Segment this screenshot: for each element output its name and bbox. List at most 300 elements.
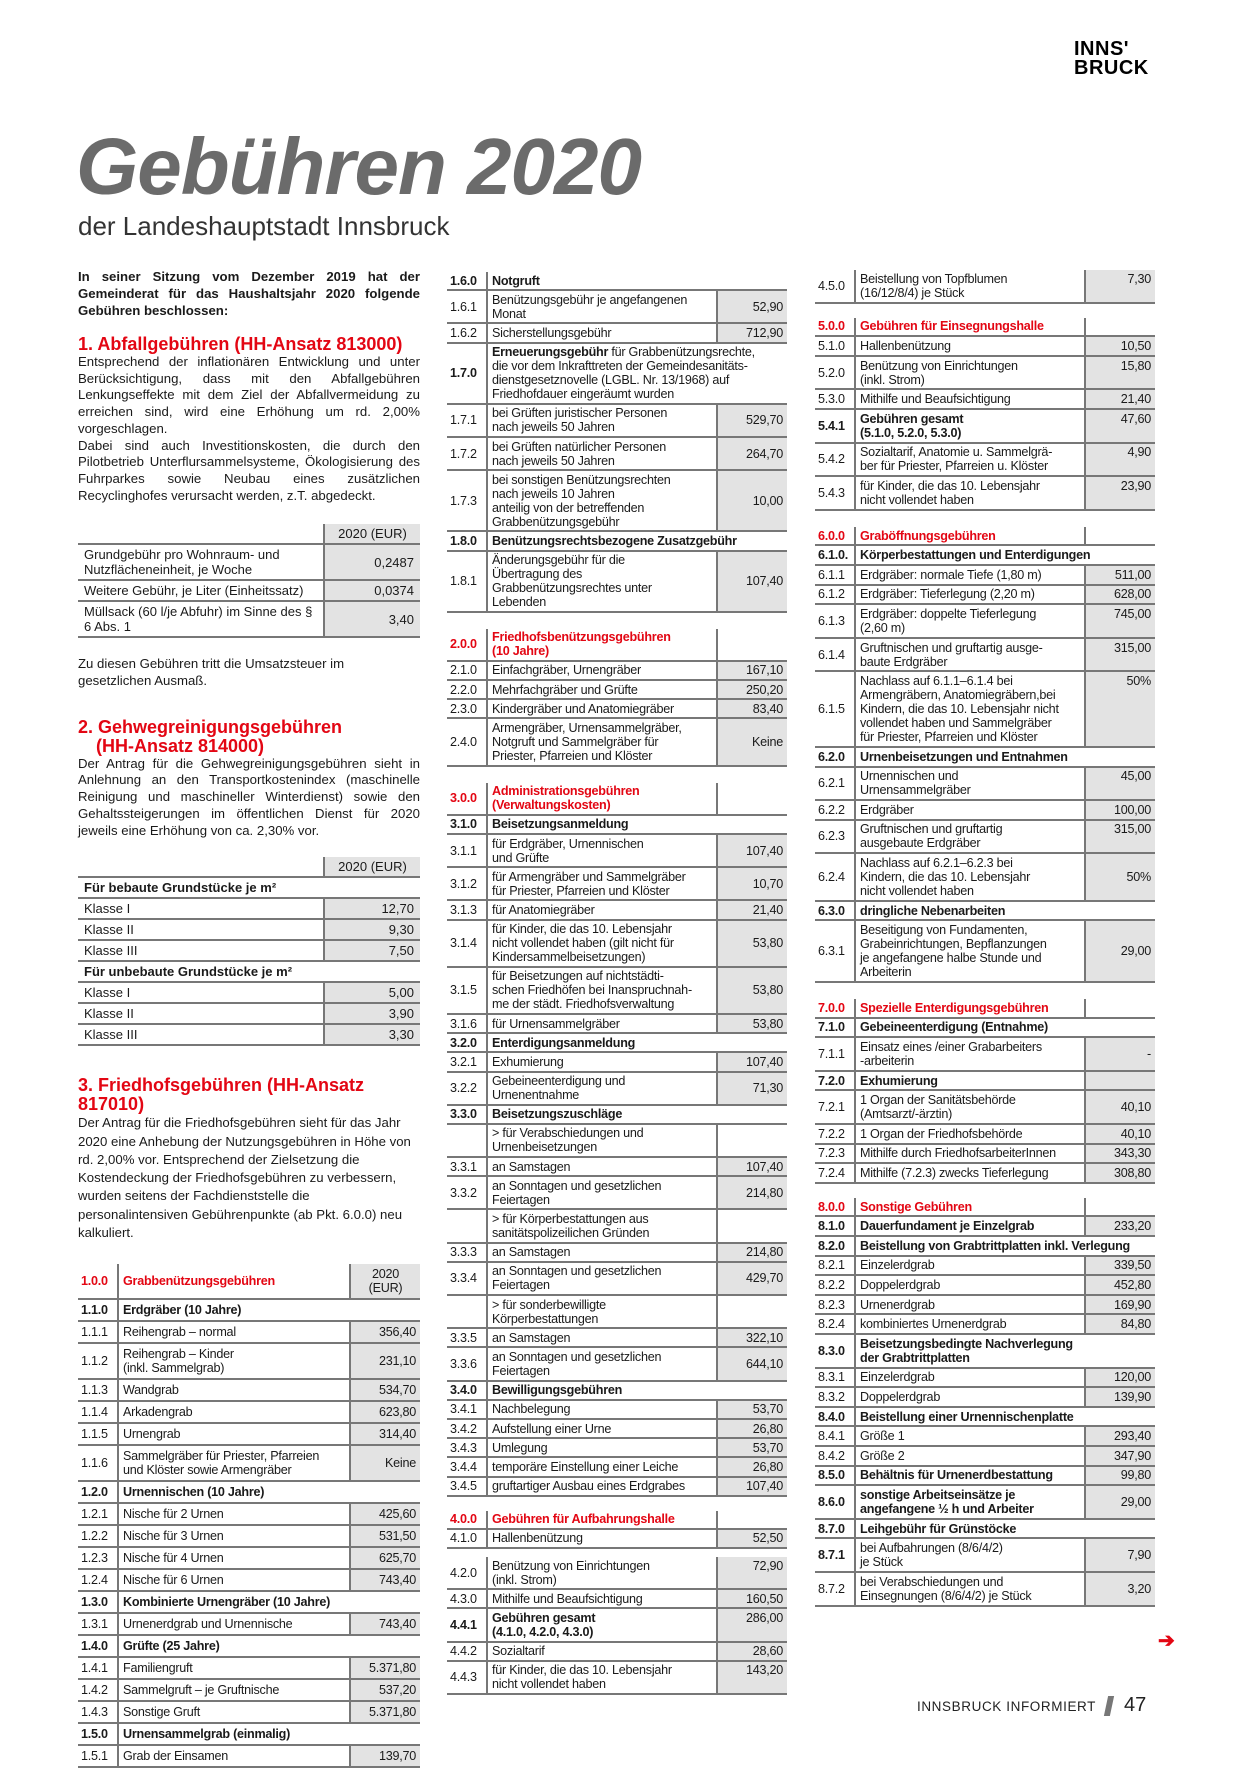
- item-description: Grüfte (25 Jahre): [118, 1635, 420, 1657]
- item-description: Hallenbenützung: [487, 1529, 717, 1548]
- item-description: Reihengrab – Kinder (inkl. Sammelgrab): [118, 1343, 350, 1379]
- logo-line2: BRUCK: [1074, 57, 1149, 79]
- footer-publication: INNSBRUCK INFORMIERT: [916, 1699, 1096, 1714]
- item-description: an Sonntagen und gesetzlichen Feiertagen: [487, 1347, 717, 1380]
- table-row: [447, 867, 787, 900]
- item-description: 1 Organ der Sanitätsbehörde (Amtsarzt/-ärztin): [855, 1090, 1085, 1124]
- item-value: 425,60: [350, 1503, 420, 1525]
- item-number: 6.1.1: [815, 565, 855, 585]
- item-description: Benützungsgebühr je angefangenen Monat: [487, 290, 717, 323]
- section-3-body: Der Antrag für die Friedhofsgebühren sieht für das Jahr 2020 eine Anhebung der Nutzungsgebühren in Höhe von rd. 2,00% vor. Entsprechend der Zielsetzung die Kostendeckung der Friedhofsgebühren zu verbessern, wurden seitens der Fachdienststelle die personalintensiven Gebührenpunkte (ab Pkt. 6.0.0) neu kalkuliert.: [78, 1115, 411, 1241]
- item-value: 21,40: [717, 900, 787, 919]
- item-number: 8.4.2: [815, 1446, 855, 1466]
- table-row: [78, 1679, 420, 1701]
- item-description: Spezielle Enterdigungsgebühren: [855, 999, 1085, 1018]
- fee-table-grid: [447, 783, 787, 1497]
- item-number: 2.0.0: [447, 629, 487, 661]
- item-value: 15,80: [1085, 356, 1155, 390]
- item-number: 7.2.2: [815, 1124, 855, 1144]
- item-value: 356,40: [350, 1321, 420, 1343]
- item-value: 52,90: [717, 290, 787, 323]
- item-number: 6.1.3: [815, 604, 855, 638]
- item-number: 3.3.2: [447, 1176, 487, 1209]
- item-value: 322,10: [717, 1328, 787, 1347]
- section-header-row: [78, 1264, 420, 1299]
- item-number: 1.1.2: [78, 1343, 118, 1379]
- table-row: [815, 1216, 1155, 1236]
- item-value: 429,70: [717, 1262, 787, 1295]
- item-description: Sammelgruft – je Gruftnische: [118, 1679, 350, 1701]
- item-description: Nische für 4 Urnen: [118, 1547, 350, 1569]
- item-number: 8.2.1: [815, 1256, 855, 1276]
- item-value: [717, 1295, 787, 1328]
- table-row: [815, 1572, 1155, 1606]
- table-row: [447, 1072, 787, 1105]
- table-row: [447, 1262, 787, 1295]
- item-description: für Kinder, die das 10. Lebensjahr nicht vollendet haben: [855, 476, 1085, 510]
- page-subtitle: der Landeshauptstadt Innsbruck: [78, 211, 450, 241]
- item-description: Grabbenützungsgebühren: [118, 1264, 350, 1299]
- item-value: 99,80: [1085, 1466, 1155, 1486]
- item-number: 7.2.3: [815, 1144, 855, 1164]
- item-description: Administrationsgebühren (Verwaltungskosten): [487, 783, 717, 815]
- item-value: 743,40: [350, 1569, 420, 1591]
- item-value: 29,00: [1085, 1485, 1155, 1519]
- logo-line1: INNS': [1074, 38, 1130, 60]
- table-row: [447, 1209, 787, 1242]
- item-number: 1.8.1: [447, 551, 487, 612]
- item-description: an Samstagen: [487, 1328, 717, 1347]
- item-number: 1.3.0: [78, 1591, 118, 1613]
- table-row: Klasse III 7,50: [78, 940, 420, 961]
- item-description: Mithilfe (7.2.3) zwecks Tieferlegung: [855, 1163, 1085, 1183]
- item-value: 2020 (EUR): [350, 1264, 420, 1299]
- item-number: 3.3.4: [447, 1262, 487, 1295]
- table-row: [447, 343, 787, 404]
- fee-table-grid: [815, 270, 1155, 304]
- item-number: 1.4.1: [78, 1657, 118, 1679]
- item-number: [447, 1209, 487, 1242]
- table-row: [447, 1589, 787, 1608]
- item-description: für Kinder, die das 10. Lebensjahr nicht vollendet haben (gilt nicht für Kindersammelbeisetzungen): [487, 920, 717, 967]
- item-number: 1.7.0: [447, 343, 487, 404]
- item-number: 6.2.1: [815, 767, 855, 801]
- table-row: [815, 476, 1155, 510]
- page-title: Gebühren 2020: [76, 122, 642, 211]
- table-row: [447, 680, 787, 699]
- table-row: [815, 920, 1155, 982]
- abfall-table: [78, 524, 420, 638]
- fee-table-grid: [815, 318, 1155, 511]
- item-number: 4.2.0: [447, 1557, 487, 1589]
- table-row: Grundgebühr pro Wohnraum- und Nutzflächeneinheit, je Woche 0,2487: [78, 544, 420, 580]
- item-number: 6.3.0: [815, 901, 855, 921]
- item-number: 4.0.0: [447, 1511, 487, 1529]
- table-row: [815, 853, 1155, 901]
- item-number: 3.2.2: [447, 1072, 487, 1105]
- item-number: 6.2.3: [815, 820, 855, 854]
- item-description: bei Verabschiedungen und Einsegnungen (8/6/4/2) je Stück: [855, 1572, 1085, 1606]
- item-description: Benützung von Einrichtungen (inkl. Strom): [487, 1557, 717, 1589]
- table-row: [815, 1368, 1155, 1388]
- table-row: [447, 1105, 787, 1124]
- fee-table: [815, 1198, 1155, 1607]
- item-value: 231,10: [350, 1343, 420, 1379]
- item-description: Friedhofsbenützungsgebühren (10 Jahre): [487, 629, 717, 661]
- item-value: 4,90: [1085, 443, 1155, 477]
- column-2: [447, 272, 787, 1695]
- item-description: Urnengrab: [118, 1423, 350, 1445]
- table-row: [78, 1525, 420, 1547]
- section-3: [78, 1076, 420, 1242]
- table-row: [815, 604, 1155, 638]
- item-value: Keine: [717, 718, 787, 765]
- table-row: [78, 1591, 420, 1613]
- fee-table: [815, 318, 1155, 511]
- table-row: [78, 1379, 420, 1401]
- item-number: 1.6.1: [447, 290, 487, 323]
- item-description: Urnennischen (10 Jahre): [118, 1481, 420, 1503]
- table-row: [815, 1519, 1155, 1539]
- item-value: [717, 1209, 787, 1242]
- item-value: 7,30: [1085, 270, 1155, 303]
- item-value: 250,20: [717, 680, 787, 699]
- item-description: Urnenerdgrab und Urnennische: [118, 1613, 350, 1635]
- item-description: gruftartiger Ausbau eines Erdgrabes: [487, 1477, 717, 1496]
- item-description: Enterdigungsanmeldung: [487, 1033, 787, 1052]
- item-number: 1.4.2: [78, 1679, 118, 1701]
- fee-table-grid: [815, 527, 1155, 983]
- item-description: Urnensammelgrab (einmalig): [118, 1723, 420, 1745]
- item-value: 745,00: [1085, 604, 1155, 638]
- item-number: 1.3.1: [78, 1613, 118, 1635]
- table-row: Klasse I 12,70: [78, 898, 420, 919]
- table-row: [447, 1295, 787, 1328]
- section-2: [78, 718, 420, 1047]
- item-description: Gebühren für Einsegnungshalle: [855, 318, 1085, 337]
- section-header-row: [815, 318, 1155, 337]
- item-number: 3.2.1: [447, 1052, 487, 1071]
- item-description: Grab der Einsamen: [118, 1745, 350, 1767]
- item-number: 3.4.0: [447, 1381, 487, 1400]
- item-number: 4.4.2: [447, 1642, 487, 1661]
- item-description: bei Grüften natürlicher Personen nach jeweils 50 Jahren: [487, 437, 717, 470]
- item-number: 1.2.1: [78, 1503, 118, 1525]
- item-description: bei Grüften juristischer Personen nach jeweils 50 Jahren: [487, 404, 717, 437]
- table-row: [78, 1343, 420, 1379]
- heading-line: 2. Gehwegreinigungsgebühren: [78, 716, 343, 737]
- table-row: [78, 1299, 420, 1321]
- table-row: [815, 1124, 1155, 1144]
- table-row: [815, 585, 1155, 605]
- item-number: 2.1.0: [447, 661, 487, 680]
- table-row: [815, 1334, 1155, 1368]
- item-description: Sammelgräber für Priester, Pfarreien und Klöster sowie Armengräber: [118, 1445, 350, 1481]
- item-description: dringliche Nebenarbeiten: [855, 901, 1155, 921]
- item-description: Größe 1: [855, 1426, 1085, 1446]
- item-number: 1.7.2: [447, 437, 487, 470]
- item-value: 628,00: [1085, 585, 1155, 605]
- fee-table-grid: [447, 1511, 787, 1549]
- item-number: 5.2.0: [815, 356, 855, 390]
- item-value: 293,40: [1085, 1426, 1155, 1446]
- item-number: 1.2.0: [78, 1481, 118, 1503]
- item-value: 23,90: [1085, 476, 1155, 510]
- item-description: > für Körperbestattungen aus sanitätspolizeilichen Gründen: [487, 1209, 717, 1242]
- item-value: [1085, 1198, 1155, 1217]
- item-number: 8.2.0: [815, 1236, 855, 1256]
- item-number: 8.1.0: [815, 1216, 855, 1236]
- table-row: [447, 900, 787, 919]
- item-description: Beisetzungszuschläge: [487, 1105, 787, 1124]
- item-value: 50%: [1085, 671, 1155, 747]
- item-number: 1.6.2: [447, 323, 487, 342]
- item-description: Beseitigung von Fundamenten, Grabeinrichtungen, Bepflanzungen je angefangene halbe Stunde und Arbeiterin: [855, 920, 1085, 982]
- item-number: 3.1.3: [447, 900, 487, 919]
- item-value: 623,80: [350, 1401, 420, 1423]
- table-row: [815, 1037, 1155, 1071]
- item-description: für Urnensammelgräber: [487, 1014, 717, 1033]
- table-row: Weitere Gebühr, je Liter (Einheitssatz) 0,0374: [78, 580, 420, 601]
- item-number: 3.0.0: [447, 783, 487, 815]
- item-description: an Sonntagen und gesetzlichen Feiertagen: [487, 1262, 717, 1295]
- item-description: Hallenbenützung: [855, 336, 1085, 356]
- item-number: 6.1.0.: [815, 545, 855, 565]
- item-description: Einzelerdgrab: [855, 1368, 1085, 1388]
- fee-table-grid: [78, 1264, 420, 1768]
- item-number: 8.4.1: [815, 1426, 855, 1446]
- table-row: [815, 545, 1155, 565]
- item-number: 3.4.3: [447, 1438, 487, 1457]
- item-number: 5.4.3: [815, 476, 855, 510]
- table-row: [447, 1608, 787, 1641]
- table-row: [78, 1503, 420, 1525]
- table-row: [447, 323, 787, 342]
- item-value: 7,90: [1085, 1538, 1155, 1572]
- table-row: [815, 1466, 1155, 1486]
- item-number: 3.3.3: [447, 1243, 487, 1262]
- table-row: [815, 443, 1155, 477]
- item-description: Erdgräber: doppelte Tieferlegung (2,60 m): [855, 604, 1085, 638]
- item-number: 6.2.0: [815, 747, 855, 767]
- item-number: 3.1.0: [447, 815, 487, 834]
- table-row: [447, 1438, 787, 1457]
- item-value: [1085, 1071, 1155, 1091]
- table-row: [78, 1613, 420, 1635]
- section-1-heading: 1. Abfallgebühren (HH-Ansatz 813000): [78, 334, 403, 354]
- item-description: Gebeineenterdigung und Urnenentnahme: [487, 1072, 717, 1105]
- table-row: [78, 1481, 420, 1503]
- section-header-row: [815, 1198, 1155, 1217]
- item-description: Familiengruft: [118, 1657, 350, 1679]
- item-description: Gruftnischen und gruftartig ausge- baute Erdgräber: [855, 638, 1085, 672]
- table-header: 2020 (EUR): [324, 857, 420, 877]
- table-row: [815, 356, 1155, 390]
- item-description: Nachbelegung: [487, 1400, 717, 1419]
- item-number: 3.1.1: [447, 834, 487, 867]
- item-description: Notgruft: [487, 272, 787, 290]
- table-row: [447, 1157, 787, 1176]
- fee-table: [447, 272, 787, 613]
- item-value: 531,50: [350, 1525, 420, 1547]
- item-number: 1.1.5: [78, 1423, 118, 1445]
- item-value: 53,70: [717, 1438, 787, 1457]
- item-value: 53,80: [717, 967, 787, 1014]
- item-number: 5.4.2: [815, 443, 855, 477]
- item-description: Umlegung: [487, 1438, 717, 1457]
- table-row: [447, 1124, 787, 1157]
- item-value: 214,80: [717, 1243, 787, 1262]
- item-number: 8.6.0: [815, 1485, 855, 1519]
- table-row: [447, 718, 787, 765]
- item-value: 21,40: [1085, 389, 1155, 409]
- item-number: 3.3.0: [447, 1105, 487, 1124]
- table-row: Klasse II 3,90: [78, 1003, 420, 1024]
- item-description: Arkadengrab: [118, 1401, 350, 1423]
- item-number: 5.1.0: [815, 336, 855, 356]
- item-value: 100,00: [1085, 800, 1155, 820]
- item-number: 8.5.0: [815, 1466, 855, 1486]
- item-number: 8.3.1: [815, 1368, 855, 1388]
- table-row: [815, 767, 1155, 801]
- item-value: 743,40: [350, 1613, 420, 1635]
- item-number: 1.1.3: [78, 1379, 118, 1401]
- item-value: 264,70: [717, 437, 787, 470]
- section-2-heading: [78, 718, 420, 756]
- fee-table-grid: [447, 629, 787, 767]
- item-value: 52,50: [717, 1529, 787, 1548]
- item-number: [447, 1295, 487, 1328]
- item-number: 8.2.4: [815, 1314, 855, 1334]
- item-description: Änderungsgebühr für die Übertragung des Grabbenützungsrechtes unter Lebenden: [487, 551, 717, 612]
- table-row: [78, 1745, 420, 1767]
- item-value: 107,40: [717, 1052, 787, 1071]
- section-1-body: Entsprechend der inflationären Entwicklung und unter Berücksichtigung, dass mit den Abfallgebühren Lenkungseffekte mit dem Ziel der Abfallvermeidung zu erreichen sind, wird eine Erhöhung um rd. 2,00% vorgeschlagen.: [78, 354, 420, 436]
- table-row: [78, 1569, 420, 1591]
- item-value: [717, 783, 787, 815]
- item-description: > für Verabschiedungen und Urnenbeisetzungen: [487, 1124, 717, 1157]
- section-header-row: [815, 527, 1155, 546]
- item-value: 107,40: [717, 834, 787, 867]
- item-number: 3.3.1: [447, 1157, 487, 1176]
- table-row: [815, 1485, 1155, 1519]
- section-header-row: [447, 629, 787, 661]
- table-row: [815, 1538, 1155, 1572]
- item-description: sonstige Arbeitseinsätze je angefangene ½ h und Arbeiter: [855, 1485, 1085, 1519]
- item-number: 1.1.4: [78, 1401, 118, 1423]
- item-value: 53,80: [717, 1014, 787, 1033]
- item-number: 6.1.5: [815, 671, 855, 747]
- fee-table-grid: [815, 1198, 1155, 1607]
- table-row: [815, 1446, 1155, 1466]
- table-row: [78, 1423, 420, 1445]
- item-description: Nische für 6 Urnen: [118, 1569, 350, 1591]
- item-value: [1085, 318, 1155, 337]
- item-value: 47,60: [1085, 409, 1155, 443]
- section-1: [78, 268, 420, 690]
- item-description: an Sonntagen und gesetzlichen Feiertagen: [487, 1176, 717, 1209]
- table-row: [78, 1723, 420, 1745]
- table-row: [815, 1018, 1155, 1038]
- item-number: 1.2.2: [78, 1525, 118, 1547]
- item-description: Doppelerdgrab: [855, 1275, 1085, 1295]
- item-number: 7.1.1: [815, 1037, 855, 1071]
- item-value: 84,80: [1085, 1314, 1155, 1334]
- item-number: 1.2.3: [78, 1547, 118, 1569]
- item-description: Gebühren gesamt (4.1.0, 4.2.0, 4.3.0): [487, 1608, 717, 1641]
- item-value: 625,70: [350, 1547, 420, 1569]
- item-description: Urnenerdgrab: [855, 1295, 1085, 1315]
- table-row: [815, 409, 1155, 443]
- table-row: [815, 270, 1155, 303]
- item-value: 53,70: [717, 1400, 787, 1419]
- item-number: 3.4.2: [447, 1419, 487, 1438]
- vat-note: Zu diesen Gebühren tritt die Umsatzsteuer im gesetzlichen Ausmaß.: [78, 656, 345, 689]
- table-row: [447, 1243, 787, 1262]
- item-value: 107,40: [717, 1477, 787, 1496]
- item-value: 214,80: [717, 1176, 787, 1209]
- item-number: 8.0.0: [815, 1198, 855, 1217]
- item-value: 452,80: [1085, 1275, 1155, 1295]
- table-row: [447, 551, 787, 612]
- item-number: 2.2.0: [447, 680, 487, 699]
- item-value: 53,80: [717, 920, 787, 967]
- item-description: Beistellung von Topfblumen (16/12/8/4) je Stück: [855, 270, 1085, 303]
- table-row: [815, 1314, 1155, 1334]
- item-number: 8.7.2: [815, 1572, 855, 1606]
- item-description: temporäre Einstellung einer Leiche: [487, 1457, 717, 1476]
- table-row: [447, 1557, 787, 1589]
- item-number: 5.4.1: [815, 409, 855, 443]
- table-row: [447, 1529, 787, 1548]
- item-number: 8.2.2: [815, 1275, 855, 1295]
- item-description: für Kinder, die das 10. Lebensjahr nicht vollendet haben: [487, 1661, 717, 1694]
- item-value: 72,90: [717, 1557, 787, 1589]
- item-value: 139,90: [1085, 1387, 1155, 1407]
- table-row: [815, 1407, 1155, 1427]
- item-value: 712,90: [717, 323, 787, 342]
- fee-table: [815, 527, 1155, 983]
- table-row: [447, 1014, 787, 1033]
- item-description: Sicherstellungsgebühr: [487, 323, 717, 342]
- item-description: Erdgräber: Tieferlegung (2,20 m): [855, 585, 1085, 605]
- item-value: 3,20: [1085, 1572, 1155, 1606]
- item-description: Beistellung einer Urnennischenplatte: [855, 1407, 1155, 1427]
- item-value: 167,10: [717, 661, 787, 680]
- item-description: Exhumierung: [487, 1052, 717, 1071]
- item-number: 4.4.1: [447, 1608, 487, 1641]
- item-description: Einsatz eines /einer Grabarbeiters -arbeiterin: [855, 1037, 1085, 1071]
- fee-table: [78, 1264, 420, 1768]
- table-row: Klasse I 5,00: [78, 982, 420, 1003]
- item-value: 314,40: [350, 1423, 420, 1445]
- table-row: [815, 1275, 1155, 1295]
- column-3: [815, 270, 1155, 1607]
- item-number: 8.4.0: [815, 1407, 855, 1427]
- table-row: [447, 272, 787, 290]
- item-value: 315,00: [1085, 820, 1155, 854]
- item-description: Benützung von Einrichtungen (inkl. Strom): [855, 356, 1085, 390]
- fee-table-grid: [815, 999, 1155, 1184]
- item-value: 10,50: [1085, 336, 1155, 356]
- table-row: [447, 1176, 787, 1209]
- item-number: 3.1.5: [447, 967, 487, 1014]
- item-description: für Erdgräber, Urnennischen und Grüfte: [487, 834, 717, 867]
- table-row: Müllsack (60 l/je Abfuhr) im Sinne des § 6 Abs. 1 3,40: [78, 601, 420, 637]
- fee-table-grid: [447, 272, 787, 613]
- item-number: 8.2.3: [815, 1295, 855, 1315]
- item-value: 347,90: [1085, 1446, 1155, 1466]
